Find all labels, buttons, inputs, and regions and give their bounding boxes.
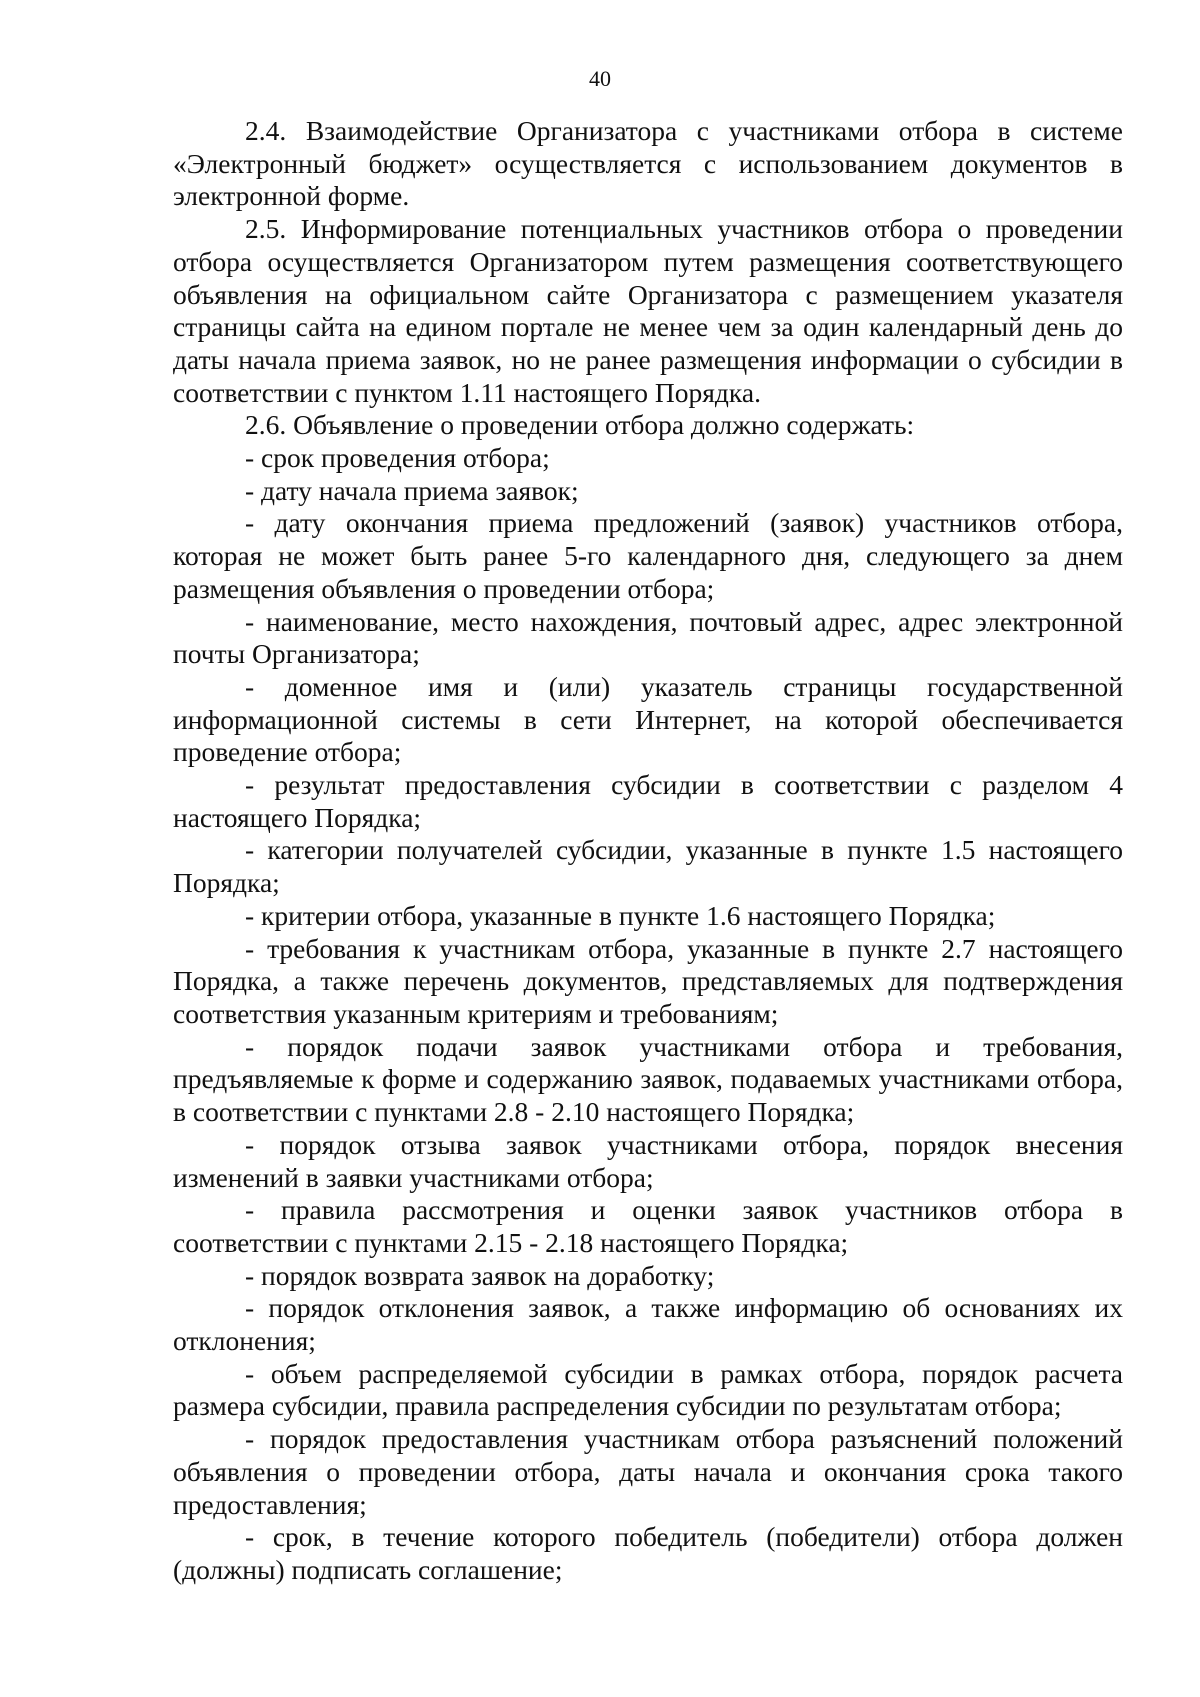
list-item-clarifications: - порядок предоставления участникам отбора разъяснений положений объявления о проведении отбора, даты начала и окончания срока такого предоставления; [173,1423,1123,1520]
list-item-withdrawal-procedure: - порядок отзыва заявок участниками отбора, порядок внесения изменений в заявки участниками отбора; [173,1128,1123,1193]
list-item-end-date: - дату окончания приема предложений (заявок) участников отбора, которая не может быть ранее 5-го календарного дня, следующего за днем размещения объявления о проведении отбора; [173,507,1123,604]
document-body [173,115,1123,1587]
list-item-deadline: - срок проведения отбора; [245,442,550,474]
list-item-signing-deadline: - срок, в течение которого победитель (победители) отбора должен (должны) подписать соглашение; [173,1521,1123,1585]
paragraph-2-4: 2.4. Взаимодействие Организатора с участниками отбора в системе «Электронный бюджет» осуществляется с использованием документов в электронной форме. [173,115,1123,212]
list-item-submission-procedure: - порядок подачи заявок участниками отбора и требования, предъявляемые к форме и содержанию заявок, подаваемых участниками отбора, в соответствии с пунктами 2.8 - 2.10 настоящего Порядка; [173,1030,1123,1128]
list-item-participant-requirements: - требования к участникам отбора, указанные в пункте 2.7 настоящего Порядка, а также перечень документов, представляемых для подтверждения соответствия указанным критериям и требованиям; [173,932,1123,1029]
list-item-rejection-procedure: - порядок отклонения заявок, а также информацию об основаниях их отклонения; [173,1292,1123,1357]
paragraph-2-6: 2.6. Объявление о проведении отбора должно содержать: [245,409,915,441]
list-item-result: - результат предоставления субсидии в соответствии с разделом 4 настоящего Порядка; [173,769,1123,833]
list-item-domain-name: - доменное имя и (или) указатель страницы государственной информационной системы в сети Интернет, на которой обеспечивается проведение отбора; [173,670,1123,768]
paragraph-2-5: 2.5. Информирование потенциальных участников отбора о проведении отбора осуществляется Организатором путем размещения соответствующего объявления на официальном сайте Организатора с размещением указателя страницы сайта на едином портале не менее чем за один календарный день до даты начала приема заявок, но не ранее размещения информации о субсидии в соответствии с пунктом 1.11 настоящего Порядка. [173,213,1123,408]
list-item-organizer-contacts: - наименование, место нахождения, почтовый адрес, адрес электронной почты Организатора; [173,605,1123,670]
list-item-subsidy-volume: - объем распределяемой субсидии в рамках отбора, порядок расчета размера субсидии, правила распределения субсидии по результатам отбора; [173,1357,1123,1422]
list-item-recipient-categories: - категории получателей субсидии, указанные в пункте 1.5 настоящего Порядка; [173,834,1123,899]
list-item-start-date: - дату начала приема заявок; [245,474,579,506]
list-item-selection-criteria: - критерии отбора, указанные в пункте 1.6 настоящего Порядка; [245,899,996,931]
page-number: 40 [589,66,611,91]
list-item-review-rules: - правила рассмотрения и оценки заявок участников отбора в соответствии с пунктами 2.15 - 2.18 настоящего Порядка; [173,1194,1123,1258]
list-item-return-procedure: - порядок возврата заявок на доработку; [245,1259,715,1291]
